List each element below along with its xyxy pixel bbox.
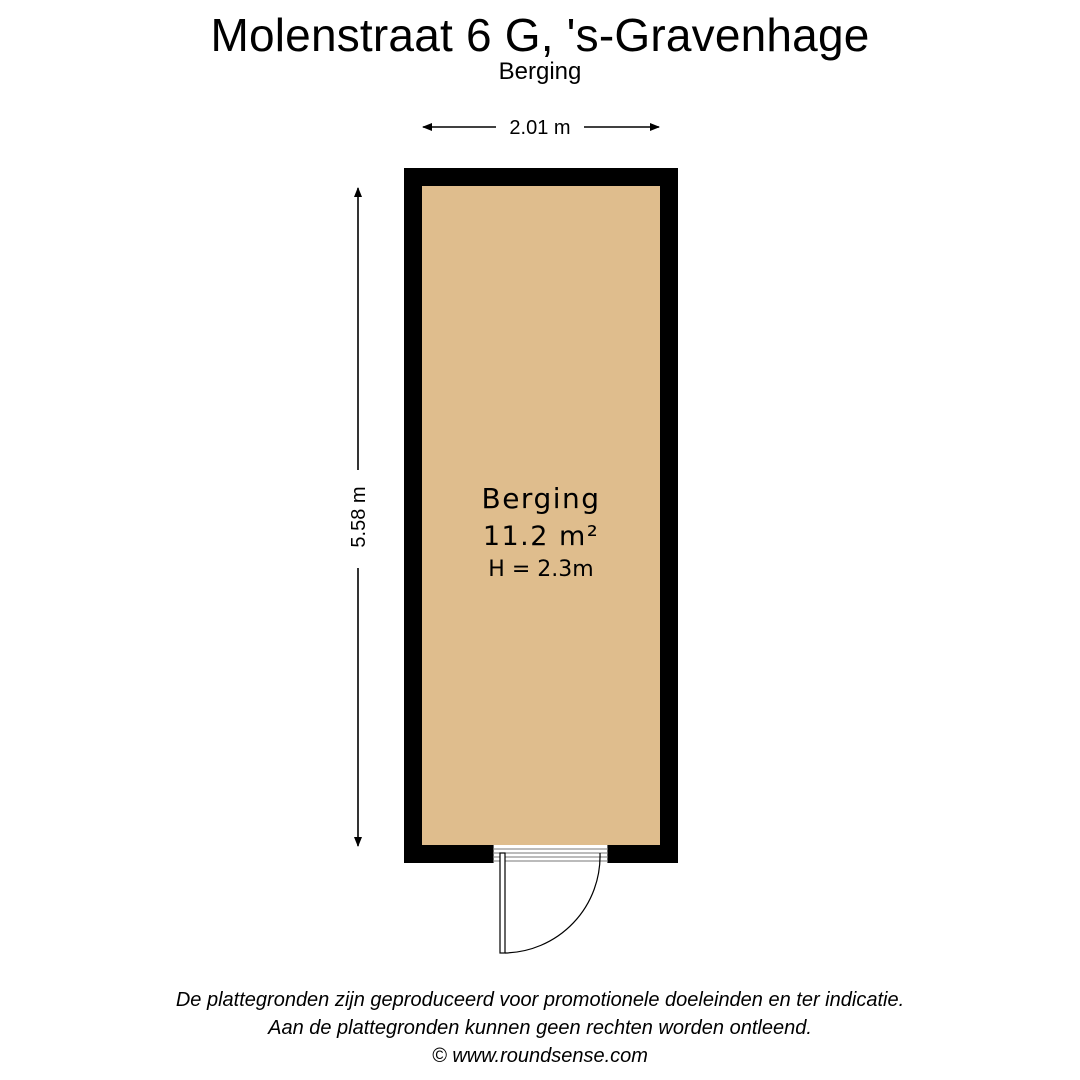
room-area: 11.2 m² [482,521,600,552]
room-name: Berging [481,482,601,515]
width-label: 2.01 m [509,117,571,139]
disclaimer-line-1: De plattegronden zijn geproduceerd voor promotionele doeleinden en ter indicatie. [175,989,905,1011]
floor-name: Berging [498,58,582,85]
door [493,845,608,953]
width-dimension [423,117,659,139]
room-height: H = 2.3m [488,557,594,582]
length-label: 5.58 m [348,486,370,548]
disclaimer-line-2: Aan de plattegronden kunnen geen rechten worden ontleend. [268,1017,812,1039]
page-title: Molenstraat 6 G, 's-Gravenhage [210,9,870,61]
length-dimension [348,188,370,846]
copyright-line: © www.roundsense.com [432,1045,648,1067]
room-floor [422,186,660,845]
